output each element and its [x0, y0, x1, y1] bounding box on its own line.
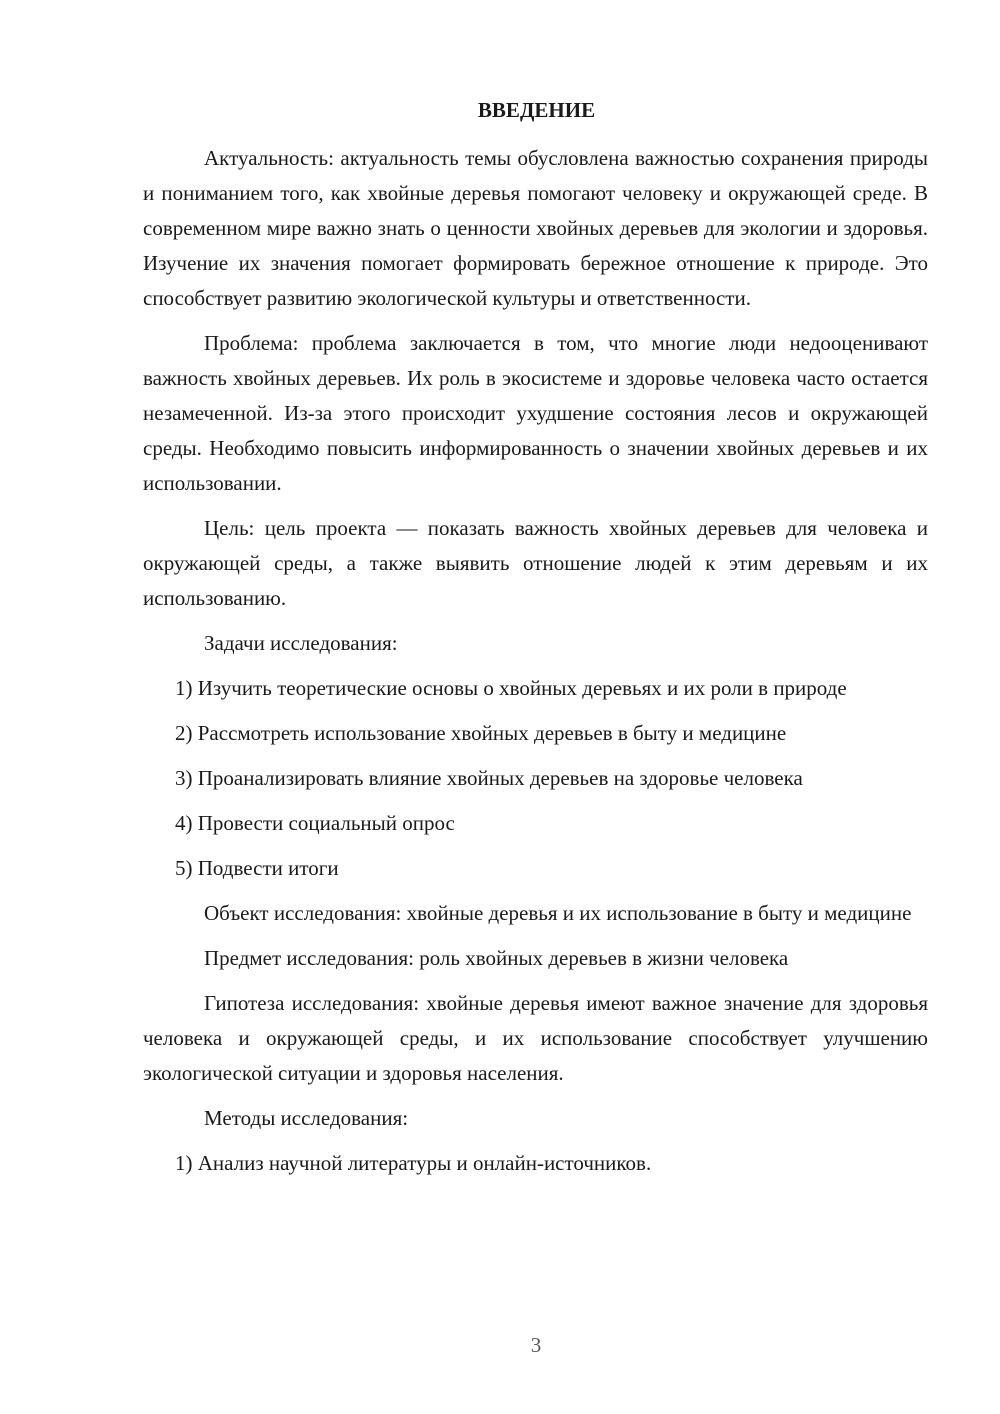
goal-paragraph: Цель: цель проекта — показать важность хвойных деревьев для человека и окружающей среды, а также выявить отношение людей к этим деревьям и их использованию.: [143, 516, 928, 610]
tasks-heading: Задачи исследования:: [204, 631, 398, 655]
task-item-2: 2) Рассмотреть использование хвойных деревьев в быту и медицине: [175, 721, 787, 745]
task-item-5: 5) Подвести итоги: [175, 856, 339, 880]
document-body: [143, 95, 928, 1191]
task-item-1: 1) Изучить теоретические основы о хвойных деревьях и их роли в природе: [175, 676, 847, 700]
problem-paragraph: Проблема: проблема заключается в том, что многие люди недооценивают важность хвойных деревьев. Их роль в экосистеме и здоровье человека часто остается незамеченной. Из-за этого происходит ухудшение состояния лесов и окружающей среды. Необходимо повысить информированность о значении хвойных деревьев и их использовании.: [143, 331, 928, 495]
hypothesis-paragraph: Гипотеза исследования: хвойные деревья имеют важное значение для здоровья человека и окружающей среды, и их использование способствует улучшению экологической ситуации и здоровья населения.: [143, 991, 928, 1085]
task-item-3: 3) Проанализировать влияние хвойных деревьев на здоровье человека: [175, 766, 803, 790]
task-item-4: 4) Провести социальный опрос: [175, 811, 455, 835]
subject-paragraph: Предмет исследования: роль хвойных деревьев в жизни человека: [204, 946, 789, 970]
methods-heading: Методы исследования:: [204, 1106, 409, 1130]
relevance-paragraph: Актуальность: актуальность темы обусловлена важностью сохранения природы и пониманием того, как хвойные деревья помогают человеку и окружающей среде. В современном мире важно знать о ценности хвойных деревьев для экологии и здоровья. Изучение их значения помогает формировать бережное отношение к природе. Это способствует развитию экологической культуры и ответственности.: [143, 146, 928, 310]
page-number: 3: [530, 1333, 542, 1357]
method-item-1: 1) Анализ научной литературы и онлайн-источников.: [175, 1151, 652, 1175]
object-paragraph: Объект исследования: хвойные деревья и их использование в быту и медицине: [204, 901, 912, 925]
section-title: ВВЕДЕНИЕ: [477, 98, 596, 122]
